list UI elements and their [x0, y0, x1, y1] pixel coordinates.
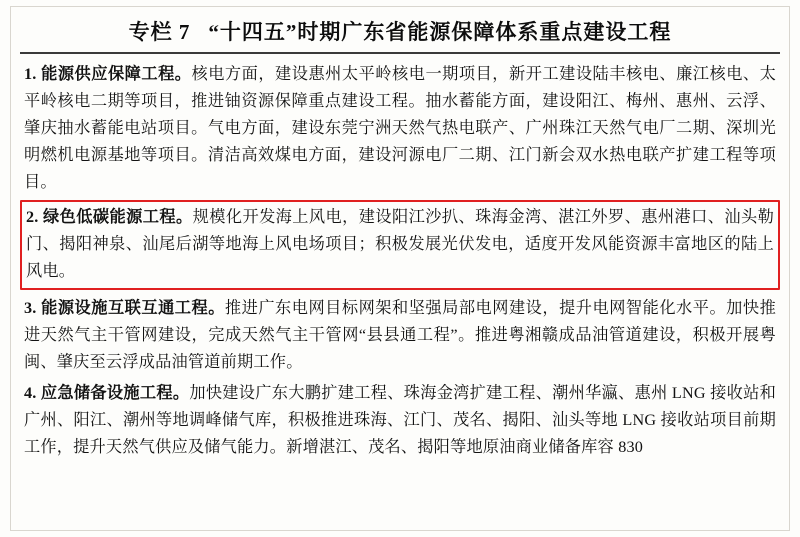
- title-heading: “十四五”时期广东省能源保障体系重点建设工程: [208, 20, 672, 44]
- list-item-highlighted: [20, 200, 780, 290]
- item-number: 3.: [24, 299, 37, 317]
- list-item: [20, 60, 780, 197]
- list-item: [20, 294, 780, 377]
- item-text: 推进广东电网目标网架和坚强局部电网建设，提升电网智能化水平。加快推进天然气主干管网建设，完成天然气主干管网“县县通工程”。推进粤湘赣成品油管道建设，积极开展粤闽、肇庆至云浮成品油管道前期工作。: [24, 299, 776, 371]
- item-lead: 绿色低碳能源工程。: [43, 208, 193, 226]
- item-number: 1.: [24, 65, 37, 83]
- item-number: 2.: [26, 208, 39, 226]
- page-title: [20, 8, 780, 54]
- document-body: [20, 54, 780, 464]
- item-number: 4.: [24, 384, 37, 402]
- item-lead: 能源供应保障工程。: [41, 65, 192, 83]
- item-lead: 应急储备设施工程。: [40, 384, 190, 402]
- item-text: 加快建设广东大鹏扩建工程、珠海金湾扩建工程、潮州华瀛、惠州 LNG 接收站和广州、阳江、潮州等地调峰储气库，积极推进珠海、江门、茂名、揭阳、汕头等地 LNG 接收站项目前期工作，提升天然气供应及储气能力。新增湛江、茂名、揭阳等地原油商业储备库容 830: [24, 384, 776, 456]
- title-label: 专栏 7: [128, 20, 191, 44]
- item-text: 核电方面，建设惠州太平岭核电一期项目，新开工建设陆丰核电、廉江核电、太平岭核电二期等项目，推进铀资源保障重点建设工程。抽水蓄能方面，建设阳江、梅州、惠州、云浮、肇庆抽水蓄能电站项目。气电方面，建设东莞宁洲天然气热电联产、广州珠江天然气电厂二期、深圳光明燃机电源基地等项目。清洁高效煤电方面，建设河源电厂二期、江门新会双水热电联产扩建工程等项目。: [24, 65, 777, 191]
- list-item: [20, 379, 780, 462]
- title-text: [129, 20, 672, 44]
- item-lead: 能源设施互联互通工程。: [41, 299, 225, 317]
- item-text: 规模化开发海上风电，建设阳江沙扒、珠海金湾、湛江外罗、惠州港口、汕头勒门、揭阳神泉、汕尾后湖等地海上风电场项目；积极发展光伏发电，适度开发风能资源丰富地区的陆上风电。: [26, 208, 774, 280]
